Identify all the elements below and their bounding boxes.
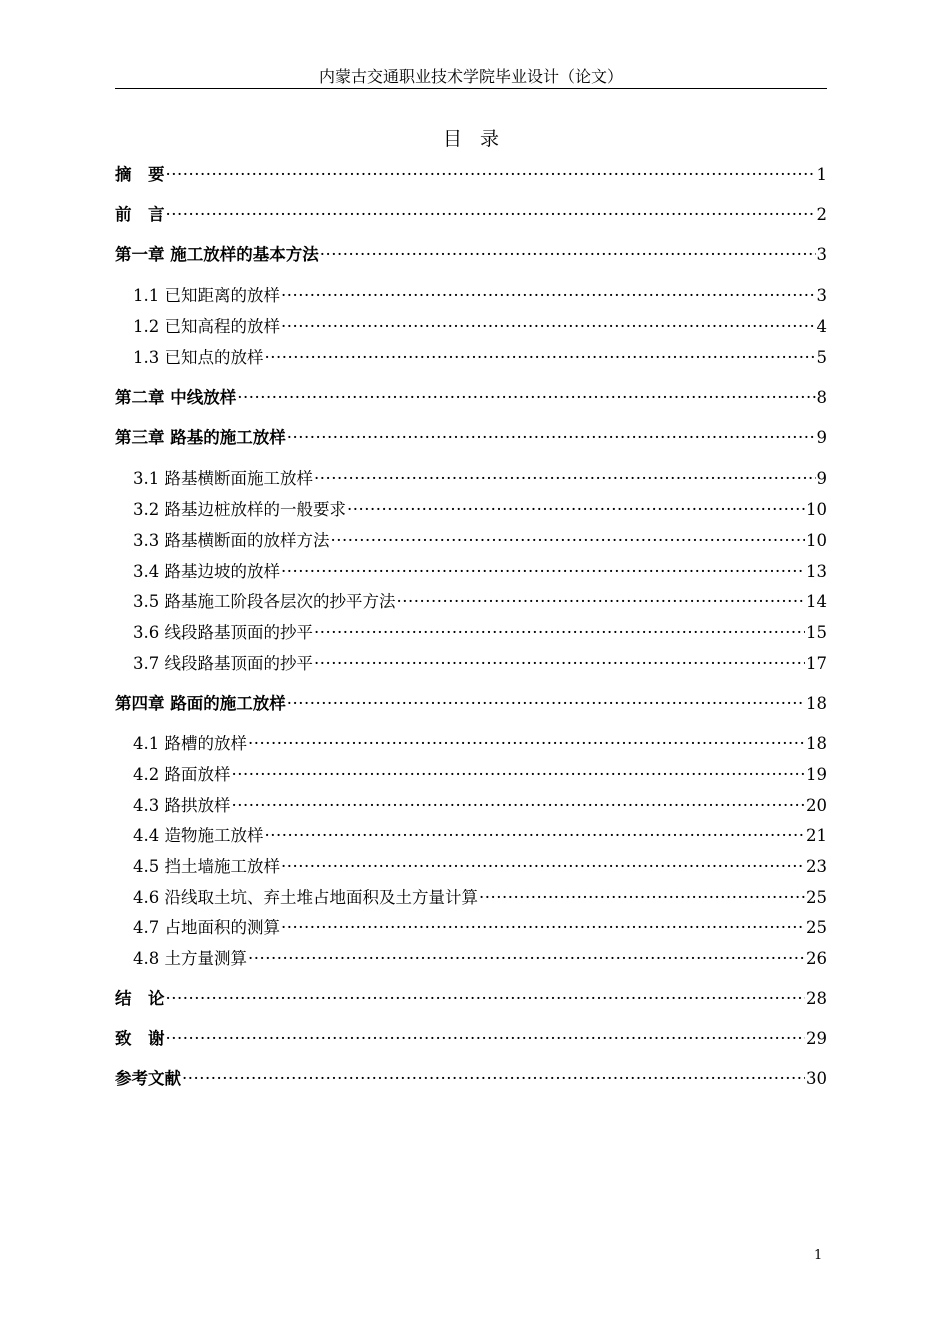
toc-entry[interactable] — [115, 203, 827, 227]
toc-entry[interactable] — [115, 886, 827, 910]
toc-entry-label: 4.4 造物施工放样 — [133, 826, 264, 845]
toc-entry-label: 4.2 路面放样 — [133, 765, 231, 784]
toc-entry-label: 参考文献 — [115, 1069, 181, 1088]
toc-entry-label: 结 论 — [115, 989, 165, 1008]
toc-dot-leader — [281, 284, 816, 308]
toc-entry[interactable] — [115, 621, 827, 645]
toc-entry-label: 4.6 沿线取土坑、弃土堆占地面积及土方量计算 — [133, 888, 478, 907]
toc-entry[interactable] — [115, 467, 827, 491]
toc-entry-page: 13 — [806, 562, 827, 581]
toc-entry-page: 26 — [806, 949, 827, 968]
toc-entry[interactable] — [115, 794, 827, 818]
toc-entry[interactable] — [115, 824, 827, 848]
toc-entry-page: 14 — [806, 592, 827, 611]
toc-entry-page: 10 — [806, 531, 827, 550]
toc-entry-label: 4.5 挡土墙施工放样 — [133, 857, 280, 876]
toc-title: 目录 — [442, 128, 517, 150]
toc-entry-page: 1 — [816, 165, 827, 184]
toc-entry-page: 21 — [806, 826, 827, 845]
toc-entry[interactable] — [115, 1067, 827, 1091]
toc-entry-page: 29 — [806, 1029, 827, 1048]
toc-dot-leader — [479, 886, 805, 910]
toc-dot-leader — [265, 824, 806, 848]
toc-entry-label: 第三章 路基的施工放样 — [115, 428, 286, 447]
toc-entry-label: 1.2 已知高程的放样 — [133, 317, 280, 336]
toc-entry[interactable] — [115, 947, 827, 971]
toc-entry-page: 19 — [806, 765, 827, 784]
toc-entry-label: 3.1 路基横断面施工放样 — [133, 469, 313, 488]
toc-entry-label: 致 谢 — [115, 1029, 165, 1048]
toc-entry-label: 前 言 — [115, 205, 165, 224]
toc-entry[interactable] — [115, 732, 827, 756]
toc-entry-page: 3 — [816, 286, 827, 305]
toc-entry[interactable] — [115, 346, 827, 370]
toc-dot-leader — [314, 652, 805, 676]
toc-dot-leader — [287, 692, 805, 716]
toc-dot-leader — [320, 243, 816, 267]
toc-entry[interactable] — [115, 560, 827, 584]
toc-dot-leader — [347, 498, 805, 522]
toc-entry-page: 8 — [816, 388, 827, 407]
toc-dot-leader — [166, 203, 816, 227]
toc-entry-label: 4.7 占地面积的测算 — [133, 918, 280, 937]
toc-dot-leader — [314, 467, 816, 491]
toc-entry-label: 1.3 已知点的放样 — [133, 348, 264, 367]
toc-entry-page: 18 — [806, 694, 827, 713]
page-number: 1 — [814, 1248, 823, 1263]
toc-dot-leader — [265, 346, 816, 370]
toc-entry-page: 9 — [816, 469, 827, 488]
toc-entry-label: 第四章 路面的施工放样 — [115, 694, 286, 713]
toc-entry[interactable] — [115, 243, 827, 267]
toc-dot-leader — [331, 529, 806, 553]
toc-entry-page: 15 — [806, 623, 827, 642]
toc-entry[interactable] — [115, 1027, 827, 1051]
toc-entry-page: 23 — [806, 857, 827, 876]
toc-entry[interactable] — [115, 590, 827, 614]
toc-entry[interactable] — [115, 284, 827, 308]
toc-entry-page: 10 — [806, 500, 827, 519]
toc-entry-label: 第二章 中线放样 — [115, 388, 237, 407]
toc-dot-leader — [232, 763, 806, 787]
toc-entry-page: 20 — [806, 796, 827, 815]
toc-entry-page: 3 — [816, 245, 827, 264]
toc-entry-label: 3.3 路基横断面的放样方法 — [133, 531, 330, 550]
header-divider — [115, 88, 827, 89]
toc-dot-leader — [281, 560, 805, 584]
toc-entry[interactable] — [115, 763, 827, 787]
toc-entry-label: 3.6 线段路基顶面的抄平 — [133, 623, 313, 642]
toc-entry[interactable] — [115, 426, 827, 450]
toc-entry-page: 25 — [806, 918, 827, 937]
toc-entry-page: 18 — [806, 734, 827, 753]
toc-entry-label: 3.4 路基边坡的放样 — [133, 562, 280, 581]
toc-entry-page: 25 — [806, 888, 827, 907]
toc-entry-label: 4.1 路槽的放样 — [133, 734, 247, 753]
toc-dot-leader — [248, 732, 805, 756]
toc-entry-label: 3.2 路基边桩放样的一般要求 — [133, 500, 346, 519]
toc-dot-leader — [314, 621, 805, 645]
toc-dot-leader — [237, 386, 815, 410]
toc-entry[interactable] — [115, 652, 827, 676]
toc-entry[interactable] — [115, 498, 827, 522]
toc-dot-leader — [397, 590, 806, 614]
toc-entry[interactable] — [115, 692, 827, 716]
toc-dot-leader — [281, 855, 805, 879]
toc-entry-label: 3.7 线段路基顶面的抄平 — [133, 654, 313, 673]
toc-entry[interactable] — [115, 855, 827, 879]
toc-entry[interactable] — [115, 163, 827, 187]
toc-dot-leader — [166, 987, 806, 1011]
toc-dot-leader — [287, 426, 816, 450]
toc-entry-page: 4 — [816, 317, 827, 336]
toc-entry[interactable] — [115, 529, 827, 553]
toc-entry-page: 9 — [816, 428, 827, 447]
toc-dot-leader — [166, 1027, 806, 1051]
toc-dot-leader — [182, 1067, 805, 1091]
toc-dot-leader — [166, 163, 816, 187]
toc-entry-page: 30 — [806, 1069, 827, 1088]
toc-entry-page: 17 — [806, 654, 827, 673]
toc-entry-label: 4.3 路拱放样 — [133, 796, 231, 815]
toc-dot-leader — [281, 916, 805, 940]
toc-entry-label: 1.1 已知距离的放样 — [133, 286, 280, 305]
toc-entry[interactable] — [115, 916, 827, 940]
toc-entry-page: 28 — [806, 989, 827, 1008]
toc-entry[interactable] — [115, 315, 827, 339]
page-header: 内蒙古交通职业技术学院毕业设计（论文） — [318, 67, 623, 86]
toc-entry-page: 5 — [816, 348, 827, 367]
toc-entry[interactable] — [115, 987, 827, 1011]
toc-entry-page: 2 — [816, 205, 827, 224]
toc-dot-leader — [248, 947, 805, 971]
toc-entry-label: 摘 要 — [115, 165, 165, 184]
toc-entry-label: 3.5 路基施工阶段各层次的抄平方法 — [133, 592, 396, 611]
toc-entry-label: 第一章 施工放样的基本方法 — [115, 245, 319, 264]
toc-entry[interactable] — [115, 386, 827, 410]
toc-dot-leader — [232, 794, 806, 818]
toc-entry-label: 4.8 土方量测算 — [133, 949, 247, 968]
toc-dot-leader — [281, 315, 816, 339]
